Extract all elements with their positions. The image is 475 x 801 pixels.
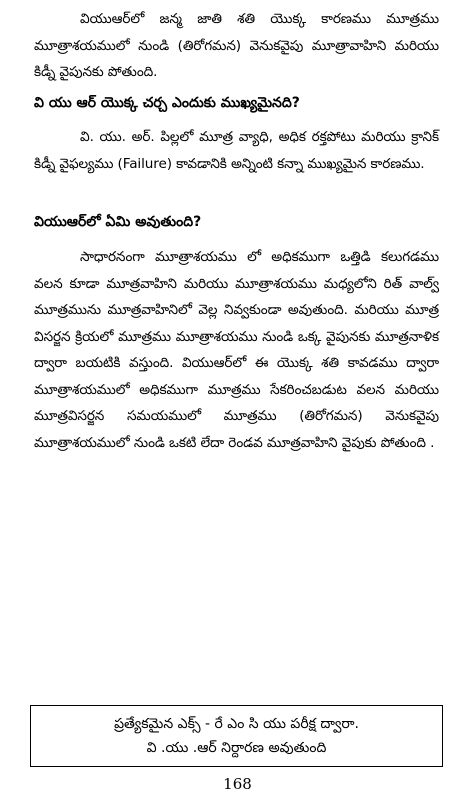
diagnosis-note-box bbox=[30, 705, 443, 767]
paragraph-intro: వియుఆర్‌లో జన్మ జాతి శతి యొక్క కారణము మూత్రము మూత్రాశయములో నుండి (తిరోగమన) వెనుకవైపు మూత్రావాహిని మరియు కిడ్నీ వైపునకు పోతుంది. bbox=[34, 11, 439, 80]
heading-what-happens: వియుఆర్‌లో ఏమి అవుతుంది? bbox=[34, 214, 202, 230]
note-line-2: వి .యు .ఆర్ నిర్దారణ అవుతుంది bbox=[146, 740, 327, 756]
page-number: 168 bbox=[223, 775, 252, 793]
paragraph-mechanism: సాధారనంగా మూత్రాశయము లో అధికముగా ఒత్తిడి కలుగడము వలన కూడా మూత్రవాహిని మరియు మూత్రాశయము మధ్యలోని రిత్ వాల్వ్ మూత్రమును మూత్రవాహినిలో వెల్ల నివ్వకుండా అవుతుంది. మరియు మూత్ర విసర్జన క్రియలో మూత్రము మూత్రాశయము నుండి ఒక్క వైపునకు మూత్రనాళిక ద్వారా బయటికి వస్తుంది. వియుఆర్‌లో ఈ యొక్క శతి కావడము ద్వారా మూత్రాశయములో అధికముగా మూత్రము సేకరించబడుట వలన మరియు మూత్రవిసర్జన సమయములో మూత్రము (తిరోగమన) వెనుకవైపు మూత్రాశయములో నుండి ఒకటి లేదా రెండవ మూత్రవాహిని వైపుకు పోతుంది . bbox=[34, 249, 439, 451]
heading-why-important: వి యు ఆర్ యొక్క చర్చ ఎందుకు ముఖ్యమైనది? bbox=[34, 95, 300, 111]
note-line-1: ప్రత్యేకమైన ఎక్స్ - రే ఎం సి యు పరీక్ష ద్వారా. bbox=[114, 716, 359, 732]
paragraph-importance: వి. యు. అర్. పిల్లలో మూత్ర వ్యాధి, అధిక రక్తపోటు మరియు క్రానిక్ కిడ్నీ వైఫల్యము (Failure) కావడానికి అన్నింటి కన్నా ముఖ్యమైన కారణము. bbox=[34, 129, 439, 172]
